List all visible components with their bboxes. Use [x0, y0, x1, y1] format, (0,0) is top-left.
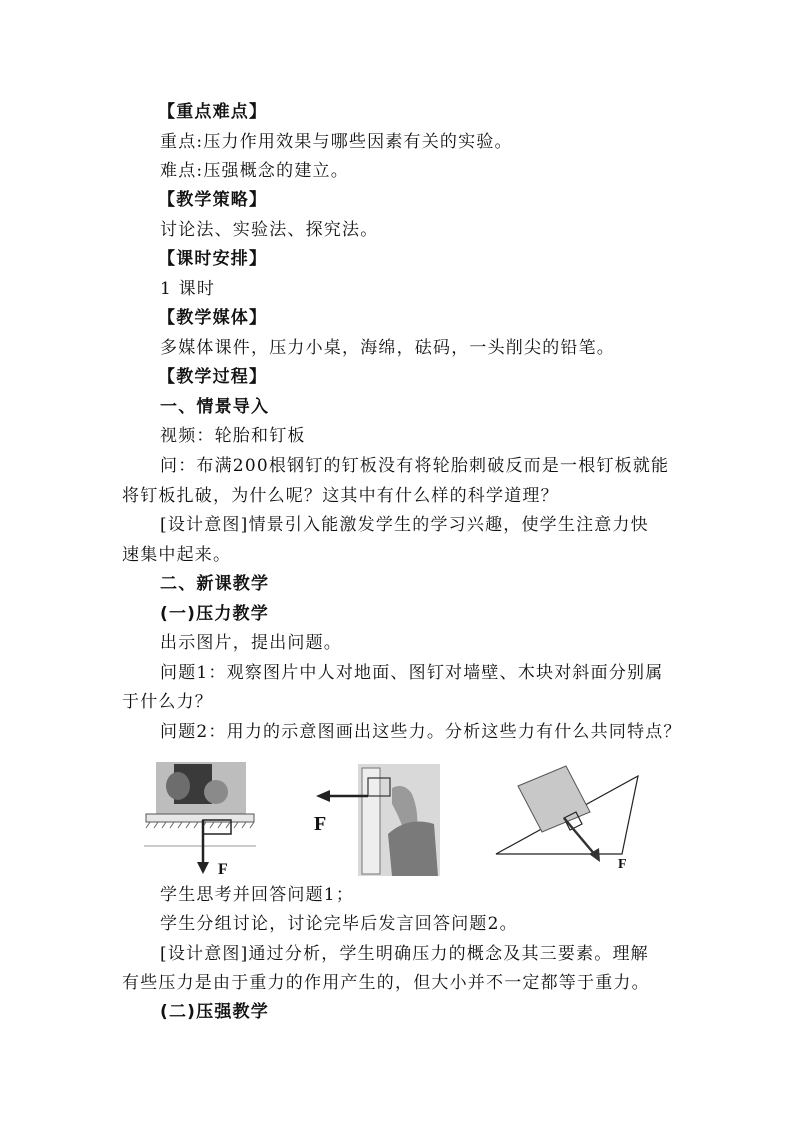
part1-heading: 一、情景导入	[160, 397, 270, 417]
figure-person-on-ground	[144, 758, 256, 876]
ground-surface	[146, 814, 254, 822]
figure-block-on-incline	[492, 762, 642, 870]
question-line-1: 问：布满200根钢钉的钉板没有将轮胎刺破反而是一根钉板就能	[160, 456, 670, 476]
key-point-text: 重点:压力作用效果与哪些因素有关的实验。	[160, 132, 513, 152]
question-line-2: 将钉板扎破，为什么呢？这其中有什么样的科学道理？	[122, 486, 559, 506]
video-text: 视频：轮胎和钉板	[160, 426, 306, 446]
force-arrow-head	[316, 790, 330, 802]
q1-line-2: 于什么力？	[122, 692, 213, 712]
schedule-heading: 【课时安排】	[158, 249, 268, 269]
q1-line-1: 问题1：观察图片中人对地面、图钉对墙壁、木块对斜面分别属	[160, 663, 664, 683]
strategy-text: 讨论法、实验法、探究法。	[160, 220, 379, 240]
schedule-text: 1 课时	[160, 279, 216, 299]
figure-thumbtack-svg	[308, 764, 442, 878]
sub2-heading: (二)压强教学	[160, 1002, 269, 1022]
intent1-line-1: [设计意图]情景引入能激发学生的学习兴趣，使学生注意力快	[160, 515, 649, 535]
force-label-2: F	[314, 813, 327, 835]
hand	[388, 822, 438, 876]
show-pictures-text: 出示图片，提出问题。	[160, 633, 342, 653]
intent1-line-2: 速集中起来。	[122, 545, 232, 565]
force-label-3: F	[618, 857, 627, 870]
wall	[362, 768, 380, 874]
intent2-line-1: [设计意图]通过分析，学生明确压力的概念及其三要素。理解	[160, 944, 649, 964]
ground-hatch	[146, 822, 254, 828]
process-heading: 【教学过程】	[158, 367, 268, 387]
student-think-text: 学生思考并回答问题1；	[160, 885, 355, 905]
person-child	[166, 772, 190, 800]
intent2-line-2: 有些压力是由于重力的作用产生的，但大小并不一定都等于重力。	[122, 973, 650, 993]
difficulty-text: 难点:压强概念的建立。	[160, 161, 349, 181]
figure-person-svg	[144, 758, 256, 876]
key-points-heading: 【重点难点】	[158, 102, 268, 122]
media-text: 多媒体课件，压力小桌，海绵，砝码，一头削尖的铅笔。	[160, 338, 615, 358]
force-arrow-head	[197, 862, 209, 874]
strategy-heading: 【教学策略】	[158, 190, 268, 210]
media-heading: 【教学媒体】	[158, 308, 268, 328]
q2-text: 问题2：用力的示意图画出这些力。分析这些力有什么共同特点？	[160, 722, 682, 742]
figure-thumbtack-wall	[308, 764, 442, 878]
sub1-heading: (一)压力教学	[160, 604, 269, 624]
person-child-2	[204, 780, 228, 804]
figure-incline-svg	[492, 762, 642, 870]
student-discuss-text: 学生分组讨论，讨论完毕后发言回答问题2。	[160, 914, 518, 934]
part2-heading: 二、新课教学	[160, 574, 270, 594]
force-label-1: F	[218, 861, 228, 876]
